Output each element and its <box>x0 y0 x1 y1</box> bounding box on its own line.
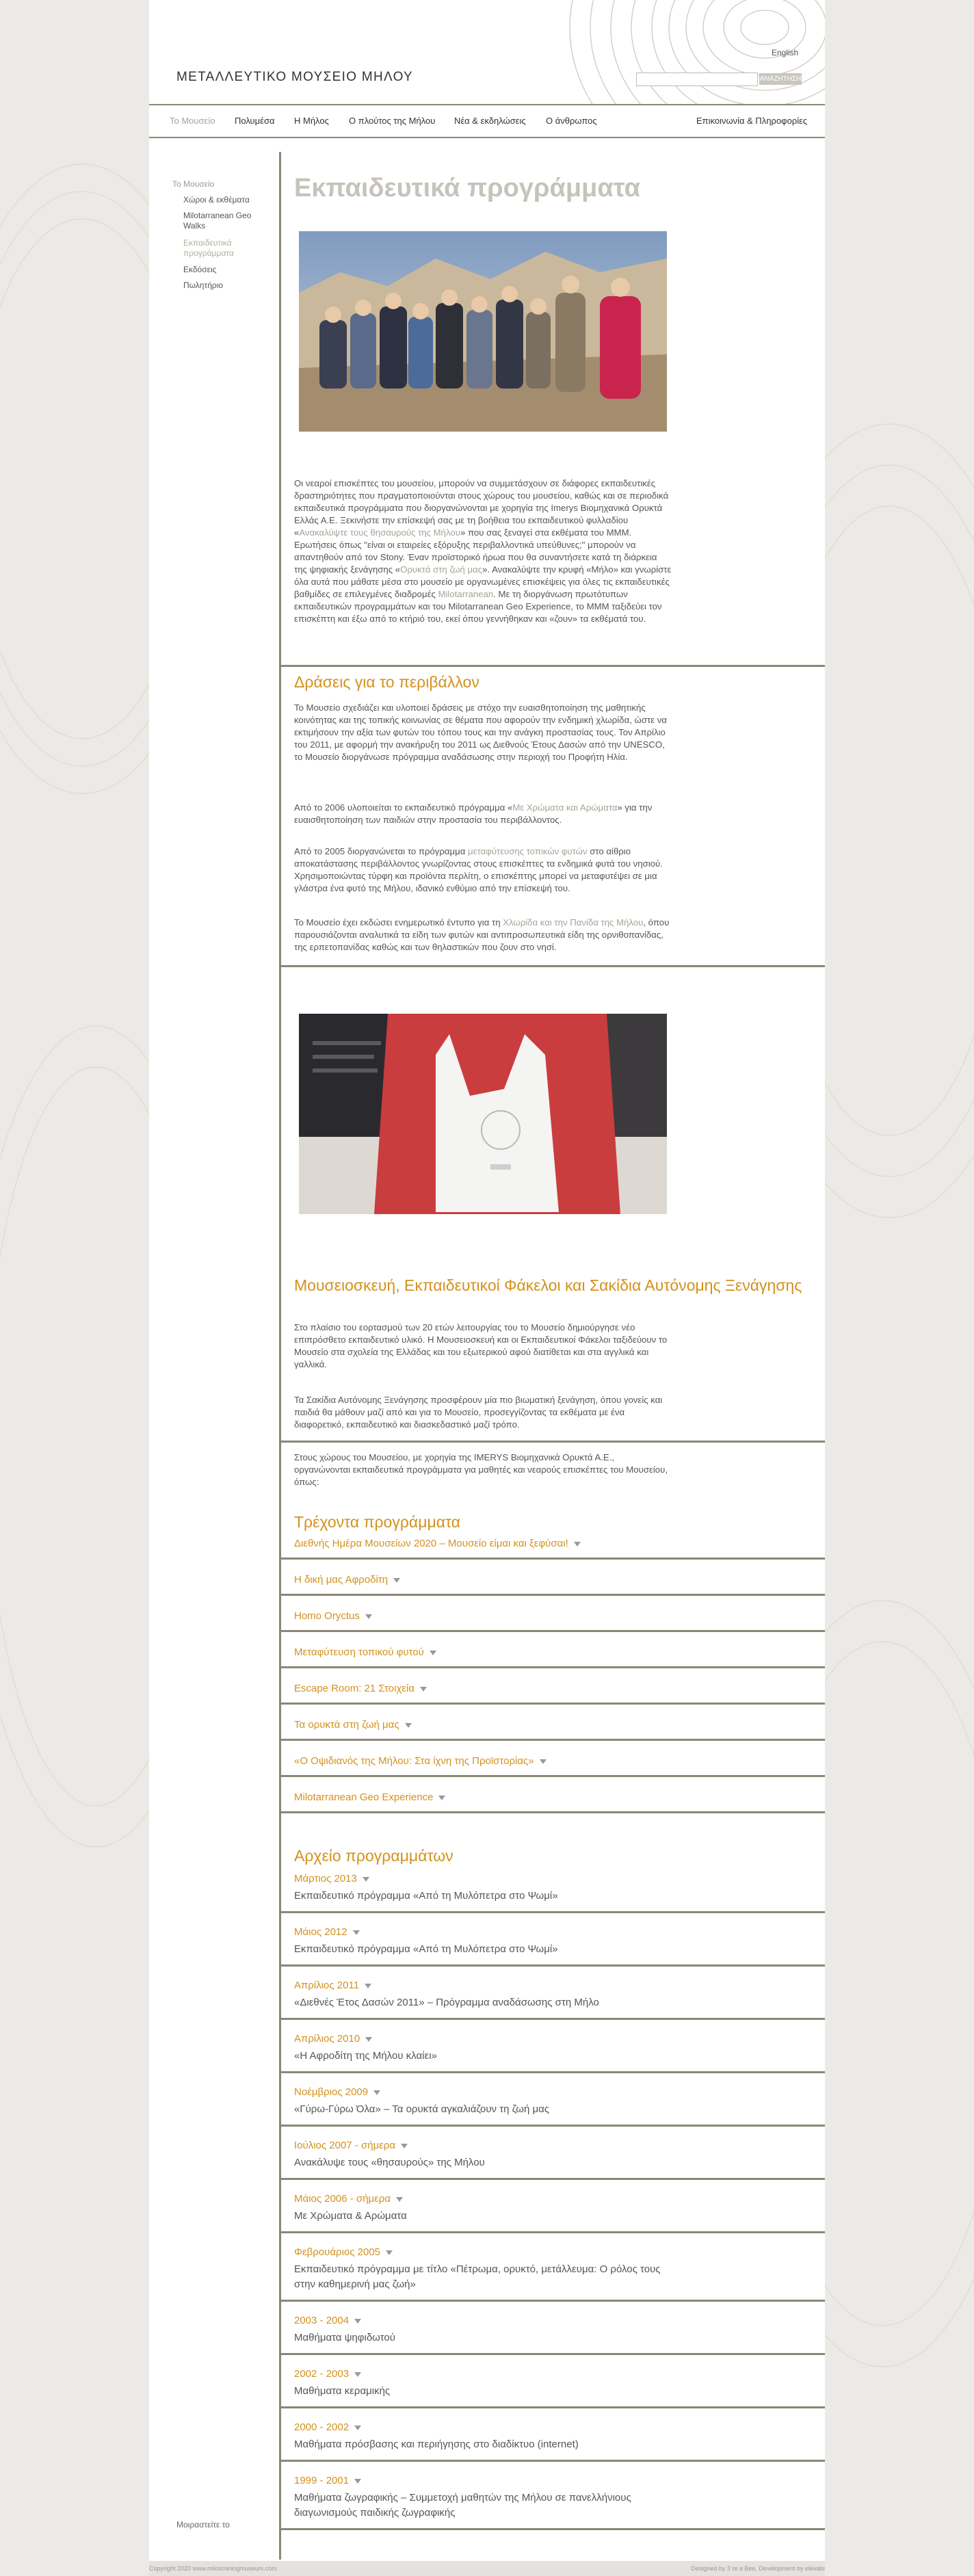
archive-date-link[interactable] <box>294 2033 372 2045</box>
content-divider <box>279 152 281 2560</box>
archive-date: 2002 - 2003 <box>294 2368 350 2380</box>
section-rule <box>279 965 825 967</box>
language-link[interactable]: English <box>772 48 799 57</box>
archive-date: Φεβρουάριος 2005 <box>294 2246 381 2258</box>
list-rule <box>279 1964 825 1967</box>
archive-date: Μάιος 2012 <box>294 1926 347 1938</box>
triangle-down-icon[interactable] <box>540 1759 547 1764</box>
current-program-label: Homo Oryctus <box>294 1610 360 1622</box>
triangle-down-icon[interactable] <box>438 1796 445 1800</box>
triangle-down-icon[interactable] <box>353 1930 360 1935</box>
list-rule <box>279 1775 825 1777</box>
triangle-down-icon[interactable] <box>354 2319 361 2324</box>
nav-item-multimedia[interactable]: Πολυμέσα <box>235 116 275 126</box>
intro-text-2: » που σας ξεναγεί στα εκθέματα του ΜΜΜ. Ερωτήσεις όπως "είναι οι εταιρείες εξόρυξης περιβαλλοντικά υπεύθυνες;" μπορούν να απαντηθούν από τον Stony. Έναν προϊστορικό ήρωα που θα συναντήσετε κατά τη διάρκεια της ψηφιακής ξενάγησης « <box>294 527 657 575</box>
triangle-down-icon[interactable] <box>386 2250 393 2255</box>
main-nav <box>149 104 825 138</box>
list-rule <box>279 1811 825 1813</box>
archive-heading: Αρχείο προγραμμάτων <box>294 1847 453 1865</box>
sidebar-item-publications[interactable]: Εκδόσεις <box>183 265 217 274</box>
archive-description: «Γύρω-Γύρω Όλα» – Τα ορυκτά αγκαλιάζουν τη ζωή μας <box>294 2103 550 2115</box>
current-program-label: «Ο Οψιδιανός της Μήλου: Στα ίχνη της Προϊστορίας» <box>294 1755 534 1767</box>
sidebar-item-spaces[interactable]: Χώροι & εκθέματα <box>183 195 250 205</box>
treasures-link[interactable]: Ανακαλύψτε τους θησαυρούς της Μήλου <box>299 527 460 538</box>
current-program-link[interactable] <box>294 1574 400 1586</box>
env-text-4b: , όπου παρουσιάζονται αναλυτικά τα είδη των φυτών και αντιπροσωπευτικά είδη της ορνιθοπανίδας, της ερπετοπανίδας καθώς και των θηλαστικών που ζουν στο νησί. <box>294 917 670 952</box>
list-rule <box>279 1666 825 1668</box>
list-rule <box>279 2125 825 2127</box>
archive-date-link[interactable] <box>294 2315 361 2326</box>
triangle-down-icon[interactable] <box>430 1651 436 1655</box>
list-rule <box>279 2071 825 2073</box>
triangle-down-icon[interactable] <box>354 2372 361 2377</box>
current-program-link[interactable] <box>294 1538 581 1549</box>
list-rule <box>279 2300 825 2302</box>
kits-heading: Μουσειοσκευή, Εκπαιδευτικοί Φάκελοι και Σακίδια Αυτόνομης Ξενάγησης <box>294 1276 802 1294</box>
env-paragraph-3 <box>294 845 672 895</box>
current-program-label: Milotarranean Geo Experience <box>294 1791 434 1803</box>
archive-description: Μαθήματα ψηφιδωτού <box>294 2332 395 2343</box>
section-rule <box>279 1441 825 1443</box>
triangle-down-icon[interactable] <box>365 1614 372 1619</box>
archive-description: Εκπαιδευτικό πρόγραμμα «Από τη Μυλόπετρα στο Ψωμί» <box>294 1943 558 1955</box>
archive-description: «Διεθνές Έτος Δασών 2011» – Πρόγραμμα αναδάσωσης στη Μήλο <box>294 1997 599 2008</box>
triangle-down-icon[interactable] <box>420 1687 427 1692</box>
sidebar-section-title[interactable]: Το Μουσείο <box>172 179 215 189</box>
current-program-link[interactable] <box>294 1610 372 1622</box>
current-programs-heading: Τρέχοντα προγράμματα <box>294 1513 461 1531</box>
header-contour-decoration <box>149 0 825 104</box>
archive-date: Ιούλιος 2007 - σήμερα <box>294 2140 396 2151</box>
current-program-label: Διεθνής Ημέρα Μουσείων 2020 – Μουσείο είμαι και ξεφύσαι! <box>294 1538 568 1549</box>
intro-paragraph <box>294 477 672 625</box>
archive-description: «Η Αφροδίτη της Μήλου κλαίει» <box>294 2050 437 2062</box>
nav-item-news[interactable]: Νέα & εκδηλώσεις <box>454 116 526 126</box>
transplant-link[interactable]: μεταφύτευσης τοπικών φυτών <box>468 846 588 856</box>
footer <box>149 2561 825 2576</box>
archive-date-link[interactable] <box>294 2246 393 2258</box>
archive-description: Ανακάλυψε τους «θησαυρούς» της Μήλου <box>294 2157 485 2168</box>
archive-description: Μαθήματα κεραμικής <box>294 2385 391 2397</box>
kits-paragraph-3: Στους χώρους του Μουσείου, με χορηγία της IMERYS Βιομηχανικά Ορυκτά Α.Ε., οργανώνονται εκπαιδευτικά προγράμματα για μαθητές και νεαρούς επισκέπτες του Μουσείου, όπως: <box>294 1452 668 1487</box>
backpack-photo <box>299 1014 667 1214</box>
minerals-link[interactable]: Ορυκτά στη ζωή μας <box>400 564 483 575</box>
archive-date: Απρίλιος 2011 <box>294 1980 360 1991</box>
kits-paragraph-2: Τα Σακίδια Αυτόνομης Ξενάγησης προσφέρουν μία πιο βιωματική ξενάγηση, όπου γονείς και παιδιά θα μάθουν μαζί από και για το Μουσείο, προσεγγίζοντας τα εκθέματα με ένα διαφορετικό, εκπαιδευτικό και διασκεδαστικό μαζί τρόπο. <box>294 1395 663 1430</box>
triangle-down-icon[interactable] <box>354 2479 361 2484</box>
list-rule <box>279 2406 825 2408</box>
env-paragraph-4 <box>294 917 672 954</box>
archive-date-link[interactable] <box>294 2193 403 2205</box>
list-rule <box>279 1630 825 1632</box>
list-rule <box>279 2528 825 2530</box>
env-text-2a: Από το 2006 υλοποιείται το εκπαιδευτικό πρόγραμμα « <box>294 802 513 813</box>
triangle-down-icon[interactable] <box>401 2144 408 2148</box>
env-text-3b: στο αίθριο αποκατάστασης περιβάλλοντος γνωρίζοντας στους επισκέπτες τα ενδημικά φυτά του νησιού. Χρησιμοποιώντας τύρφη και προϊόντα περλίτη, ο επισκέπτης μπορεί να μεταφυτέψει σε μια γλάστρα ένα φυτό της Μήλου, ιδανικό ενθύμιο από την επίσκεψή του. <box>294 846 663 893</box>
current-program-link[interactable] <box>294 1719 412 1731</box>
main-content <box>294 152 825 2560</box>
page-title: Εκπαιδευτικά προγράμματα <box>294 174 640 202</box>
current-program-link[interactable] <box>294 1646 436 1658</box>
env-paragraph-1: Το Μουσείο σχεδιάζει και υλοποιεί δράσεις με στόχο την ευαισθητοποίηση της μαθητικής κοινότητας και της τοπικής κοινωνίας σε θέματα που αφορούν την ενδημική χλωρίδα, ώστε να εκτιμήσουν την αξία των φυτών του τόπου τους και την ανάγκη προστασίας τους. Τον Απρίλιο του 2011, με αφορμή την ανακήρυξη του 2011 ως Διεθνούς Έτους Δασών από την UNESCO, το Μουσείο διοργάνωσε πρόγραμμα αναδάσωσης στην περιοχή του Προφήτη Ηλία. <box>294 702 667 762</box>
archive-date-link[interactable] <box>294 1926 360 1938</box>
current-program-link[interactable] <box>294 1755 547 1767</box>
archive-date: 2003 - 2004 <box>294 2315 350 2326</box>
list-rule <box>279 2353 825 2355</box>
current-program-label: Η δική μας Αφροδίτη <box>294 1574 389 1586</box>
archive-description: Με Χρώματα & Αρώματα <box>294 2210 407 2222</box>
archive-date-link[interactable] <box>294 2421 361 2433</box>
archive-date-link[interactable] <box>294 2140 408 2151</box>
archive-date-link[interactable] <box>294 1873 369 1884</box>
current-program-link[interactable] <box>294 1791 445 1803</box>
archive-date: Μάιος 2006 - σήμερα <box>294 2193 391 2205</box>
list-rule <box>279 1594 825 1596</box>
list-rule <box>279 1911 825 1913</box>
nav-item-milos[interactable]: Η Μήλος <box>294 116 329 126</box>
milotarranean-link[interactable]: Milotarranean <box>438 589 494 599</box>
kits-paragraph-1: Στο πλαίσιο του εορτασμού των 20 ετών λειτουργίας του το Μουσείο δημιούργησε νέο επιπρόσθετο εκπαιδευτικό υλικό. Η Μουσειοσκευή και οι Εκπαιδευτικοί Φάκελοι ταξιδεύουν το Μουσείο στα σχολεία της Ελλάδας και του εξωτερικού αφού διατίθεται και στα αγγλικά και γαλλικά. <box>294 1322 668 1369</box>
env-paragraph-2 <box>294 802 672 826</box>
sidebar-item-education[interactable]: Εκπαιδευτικά προγράμματα <box>183 238 234 258</box>
list-rule <box>279 2178 825 2180</box>
triangle-down-icon[interactable] <box>574 1542 581 1547</box>
env-text-2b: » για την ευαισθητοποίηση των παιδιών στην προστασία του περιβάλλοντος. <box>294 802 653 825</box>
triangle-down-icon[interactable] <box>393 1578 400 1583</box>
archive-date-link[interactable] <box>294 2475 361 2486</box>
archive-description: Εκπαιδευτικό πρόγραμμα με τίτλο «Πέτρωμα, ορυκτό, μετάλλευμα: Ο ρόλος τους στην καθημερινή μας ζωή» <box>294 2263 661 2290</box>
flora-fauna-link[interactable]: Χλωρίδα και την Πανίδα της Μήλου <box>503 917 644 928</box>
colors-aromas-link[interactable]: Με Χρώματα και Αρώματα <box>512 802 618 813</box>
current-program-label: Μεταφύτευση τοπικού φυτού <box>294 1646 424 1658</box>
archive-date: 2000 - 2002 <box>294 2421 350 2433</box>
list-rule <box>279 1703 825 1705</box>
triangle-down-icon[interactable] <box>396 2197 403 2202</box>
list-rule <box>279 2460 825 2462</box>
share-link[interactable]: Μοιραστείτε το <box>176 2520 230 2529</box>
footer-credits[interactable]: Designed by 3 re a Bee, Development by elevate <box>691 2565 825 2572</box>
archive-description: Μαθήματα ζωγραφικής – Συμμετοχή μαθητών της Μήλου σε πανελλήνιους διαγωνισμούς παιδικής ζωγραφικής <box>294 2492 631 2519</box>
sidebar <box>149 137 279 2545</box>
archive-date-link[interactable] <box>294 2368 361 2380</box>
intro-text-3: ». Ανακαλύψτε την κρυφή «Μήλο» και γνωρίστε όλα αυτά που μάθατε μέσα στο μουσείο με οργανωμένες επισκέψεις για όλες τις εκπαιδευτικές βαθμίδες σε επιλεγμένες διαδρομές <box>294 564 672 599</box>
env-text-4a: Το Μουσείο έχει εκδώσει ενημερωτικό έντυπο για τη <box>294 917 503 928</box>
env-heading: Δράσεις για το περιβάλλον <box>294 673 479 691</box>
archive-date: Απρίλιος 2010 <box>294 2033 360 2045</box>
search-button[interactable]: ΑΝΑΖΗΤΗΣΗ <box>759 73 802 85</box>
triangle-down-icon[interactable] <box>365 1984 371 1988</box>
archive-description: Εκπαιδευτικό πρόγραμμα «Από τη Μυλόπετρα στο Ψωμί» <box>294 1890 558 1902</box>
list-rule <box>279 2231 825 2233</box>
archive-date-link[interactable] <box>294 2086 380 2098</box>
sidebar-item-shop[interactable]: Πωλητήριο <box>183 280 224 290</box>
nav-item-contact[interactable]: Επικοινωνία & Πληροφορίες <box>696 116 808 126</box>
site-title[interactable]: ΜΕΤΑΛΛΕΥΤΙΚΟ ΜΟΥΣΕΙΟ ΜΗΛΟΥ <box>176 70 414 84</box>
triangle-down-icon[interactable] <box>354 2426 361 2430</box>
section-rule <box>279 665 825 667</box>
triangle-down-icon[interactable] <box>405 1723 412 1728</box>
env-text-3a: Από το 2005 διοργανώνεται το πρόγραμμα <box>294 846 469 856</box>
page <box>149 0 825 2561</box>
footer-copyright: Copyright 2020 www.milosminingmuseum.com <box>149 2565 277 2572</box>
triangle-down-icon[interactable] <box>373 2090 380 2095</box>
archive-date: Νοέμβριος 2009 <box>294 2086 369 2098</box>
intro-text-4: . Με τη διοργάνωση πρωτότυπων εκπαιδευτικών προγραμμάτων και του Milotarranean Geo Experience, το ΜΜΜ ταξιδεύει τον επισκέπτη και έξω από το κτήριό του, εκεί όπου γεννήθηκαν και «ζουν» τα εκθέματά του. <box>294 589 662 624</box>
current-program-label: Escape Room: 21 Στοιχεία <box>294 1683 414 1694</box>
nav-item-human[interactable]: Ο άνθρωπος <box>546 116 597 126</box>
intro-text-1: Οι νεαροί επισκέπτες του μουσείου, μπορούν να συμμετάσχουν σε διάφορες εκπαιδευτικές δραστηριότητες που πραγματοποιούνται στους χώρους του μουσείου, καθώς και σε περιοδικά εκπαιδευτικά προγράμματα που διοργανώνονται με χορηγία της Imerys Βιομηχανικά Ορυκτά Ελλάς Α.Ε. Ξεκινήστε την επίσκεψή σας με τη βοήθεια του εκπαιδευτικού φυλλαδίου « <box>294 478 669 538</box>
group-photo <box>299 231 667 432</box>
header <box>149 0 825 104</box>
current-program-label: Τα ορυκτά στη ζωή μας <box>294 1719 399 1731</box>
archive-date: Μάρτιος 2013 <box>294 1873 357 1884</box>
list-rule <box>279 2018 825 2020</box>
list-rule <box>279 1558 825 1560</box>
triangle-down-icon[interactable] <box>365 2037 372 2042</box>
sidebar-item-geo-walks[interactable]: Milotarranean Geo Walks <box>183 211 252 231</box>
search-input[interactable] <box>636 73 758 86</box>
triangle-down-icon[interactable] <box>363 1877 369 1882</box>
archive-date-link[interactable] <box>294 1980 371 1991</box>
nav-item-wealth[interactable]: Ο πλούτος της Μήλου <box>349 116 436 126</box>
archive-description: Μαθήματα πρόσβασης και περιήγησης στο διαδίκτυο (internet) <box>294 2439 579 2450</box>
list-rule <box>279 1739 825 1741</box>
current-program-link[interactable] <box>294 1683 427 1694</box>
nav-item-museum[interactable]: Το Μουσείο <box>170 116 215 126</box>
archive-date: 1999 - 2001 <box>294 2475 350 2486</box>
